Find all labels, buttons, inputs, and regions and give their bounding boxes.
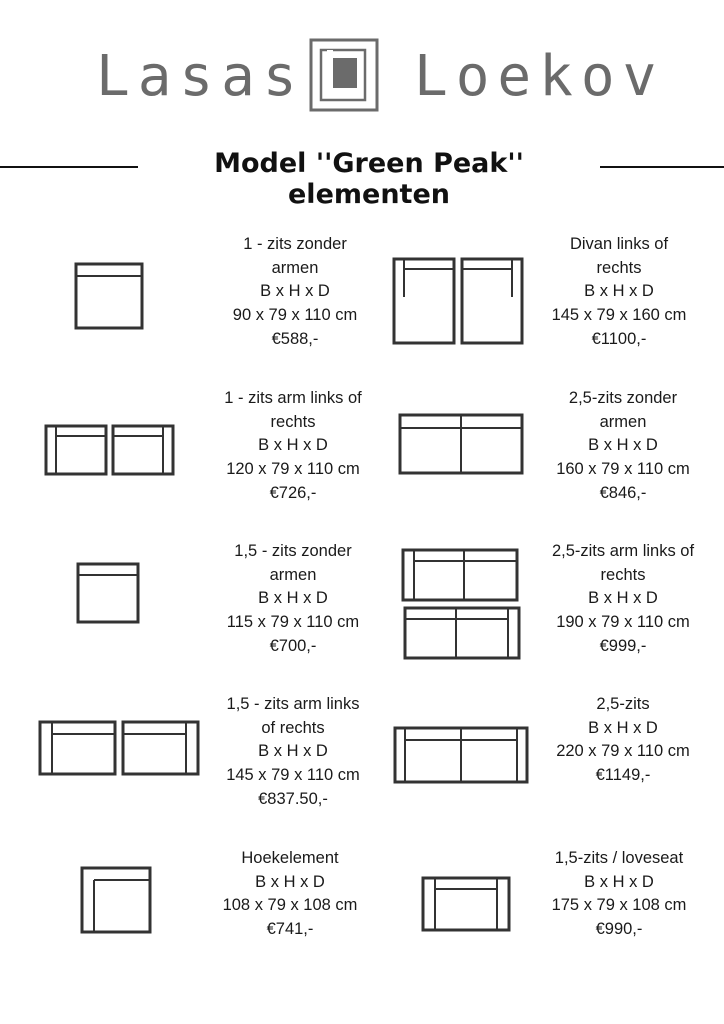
dimensions-label: B x H x D [584,282,654,301]
product-price: €846,- [599,483,647,502]
dimensions-value: 160 x 79 x 110 cm [556,460,690,479]
product-name: 1,5 - zits arm links [226,695,360,713]
product-name: 2,5-zits arm links of [551,542,695,560]
product-price: €837.50,- [258,789,328,808]
dimensions-label: B x H x D [255,872,325,891]
dimensions-value: 145 x 79 x 160 cm [551,306,687,325]
product-description [538,540,708,659]
product-price: €588,- [271,329,319,348]
product-name: rechts [270,412,316,431]
loveseat-icon [421,876,511,932]
product-name: rechts [596,258,642,277]
dimensions-value: 145 x 79 x 110 cm [226,766,360,785]
product-name: 1,5 - zits zonder [234,542,352,560]
one-seat-arm-icon [44,423,176,477]
product-description [208,693,378,812]
product-description [538,387,708,506]
dimensions-label: B x H x D [258,436,328,455]
product-name: Divan links of [569,235,669,253]
product-description [205,847,375,942]
dimensions-label: B x H x D [258,742,328,761]
dimensions-label: B x H x D [260,282,330,301]
product-name: 2,5-zits [596,695,650,713]
product-price: €1100,- [591,329,647,348]
two-half-seat-arm-icon [400,547,522,661]
divider-right [600,166,724,168]
dimensions-value: 120 x 79 x 110 cm [226,460,360,479]
product-name: armen [599,412,647,431]
product-name: rechts [600,565,646,584]
product-name: Hoekelement [241,849,339,867]
one-half-seat-arm-icon [38,719,200,777]
product-description [534,847,704,942]
product-name: 1,5-zits / loveseat [554,849,684,867]
product-name: 1 - zits zonder [243,235,347,253]
product-name: 1 - zits arm links of [224,389,362,407]
one-half-seat-armless-icon [76,562,140,624]
dimensions-label: B x H x D [588,436,658,455]
brand-name-left: Lasas [96,44,305,109]
divan-icon [392,257,524,345]
product-price: €990,- [595,920,643,939]
product-name: 2,5-zits zonder [568,389,678,407]
dimensions-label: B x H x D [588,718,658,737]
product-price: €741,- [266,920,314,939]
two-half-seat-armless-icon [398,413,524,475]
dimensions-value: 115 x 79 x 110 cm [226,613,360,632]
heading-row [0,148,724,210]
product-name: of rechts [261,718,325,737]
product-price: €700,- [269,636,317,655]
dimensions-value: 108 x 79 x 108 cm [222,896,358,915]
corner-element-icon [80,866,152,934]
product-description [210,233,380,352]
page-title: Model ''Green Peak'' elementen [214,148,524,210]
dimensions-label: B x H x D [588,589,658,608]
product-price: €999,- [599,636,647,655]
product-name: armen [269,565,317,584]
product-price: €726,- [269,483,317,502]
dimensions-label: B x H x D [584,872,654,891]
divider-left [0,166,138,168]
product-description [208,540,378,659]
two-half-seat-icon [393,726,529,784]
dimensions-value: 90 x 79 x 110 cm [232,306,358,325]
product-description [208,387,378,506]
armless-seat-icon [74,262,144,330]
brand-name-right: Loekov [414,44,665,109]
dimensions-value: 190 x 79 x 110 cm [556,613,690,632]
brand-logo [0,38,724,114]
square-logo-icon [309,38,379,116]
dimensions-value: 175 x 79 x 108 cm [551,896,687,915]
product-description [534,233,704,352]
dimensions-value: 220 x 79 x 110 cm [556,742,690,761]
product-price: €1149,- [595,766,651,785]
dimensions-label: B x H x D [258,589,328,608]
product-description [538,693,708,788]
product-name: armen [271,258,319,277]
